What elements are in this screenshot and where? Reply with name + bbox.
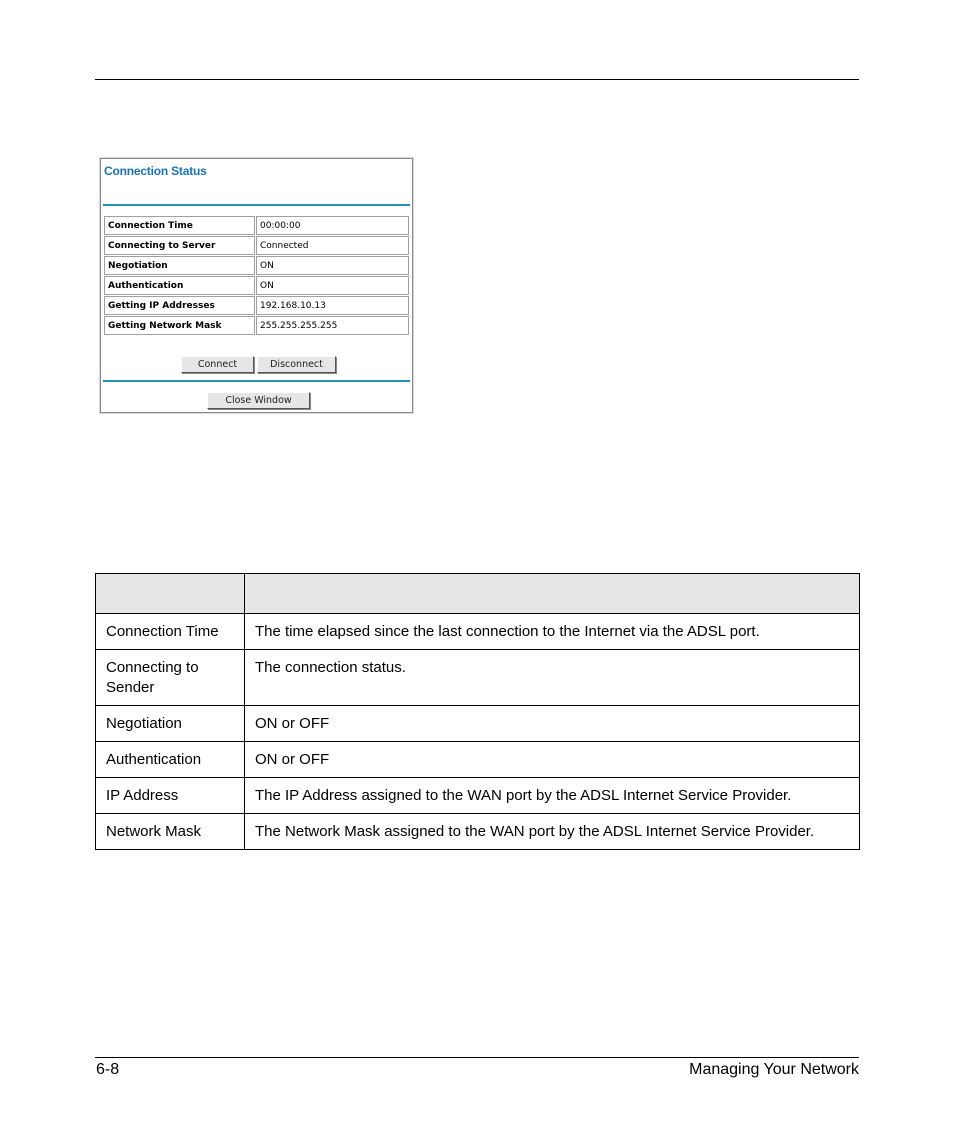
field-name: IP Address [96,778,245,814]
field-description: The time elapsed since the last connection to the Internet via the ADSL port. [245,614,860,650]
row-value: 00:00:00 [256,216,409,235]
table-row [104,216,409,235]
field-description: The connection status. [245,650,860,706]
field-description: The Network Mask assigned to the WAN port by the ADSL Internet Service Provider. [245,814,860,850]
field-name: Connecting to Sender [96,650,245,706]
title-divider [103,204,410,206]
field-name: Network Mask [96,814,245,850]
row-label: Getting IP Addresses [104,296,255,315]
row-label: Negotiation [104,256,255,275]
field-description: ON or OFF [245,706,860,742]
buttons-divider [103,380,410,382]
chapter-title: Managing Your Network [689,1061,859,1078]
table-row [104,296,409,315]
column-header-field [96,574,245,614]
footer-rule [95,1057,859,1058]
disconnect-button[interactable]: Disconnect [257,356,336,373]
row-label: Getting Network Mask [104,316,255,335]
field-description: The IP Address assigned to the WAN port by the ADSL Internet Service Provider. [245,778,860,814]
row-value: Connected [256,236,409,255]
field-description-table [95,573,860,850]
field-name: Negotiation [96,706,245,742]
field-name: Connection Time [96,614,245,650]
table-row [96,706,860,742]
table-header-row [96,574,860,614]
table-row [96,614,860,650]
table-row [104,256,409,275]
header-rule [95,79,859,80]
close-window-button[interactable]: Close Window [207,392,310,409]
field-name: Authentication [96,742,245,778]
row-value: 255.255.255.255 [256,316,409,335]
row-value: 192.168.10.13 [256,296,409,315]
connection-status-window [100,158,413,413]
page-number: 6-8 [96,1061,120,1078]
table-row [96,814,860,850]
row-label: Connection Time [104,216,255,235]
row-label: Authentication [104,276,255,295]
table-row [96,778,860,814]
table-row [96,650,860,706]
column-header-description [245,574,860,614]
row-value: ON [256,256,409,275]
window-title: Connection Status [104,164,207,178]
table-row [104,236,409,255]
field-description: ON or OFF [245,742,860,778]
table-row [104,276,409,295]
table-row [104,316,409,335]
status-table [103,215,410,336]
table-row [96,742,860,778]
connect-button[interactable]: Connect [181,356,254,373]
row-label: Connecting to Server [104,236,255,255]
row-value: ON [256,276,409,295]
